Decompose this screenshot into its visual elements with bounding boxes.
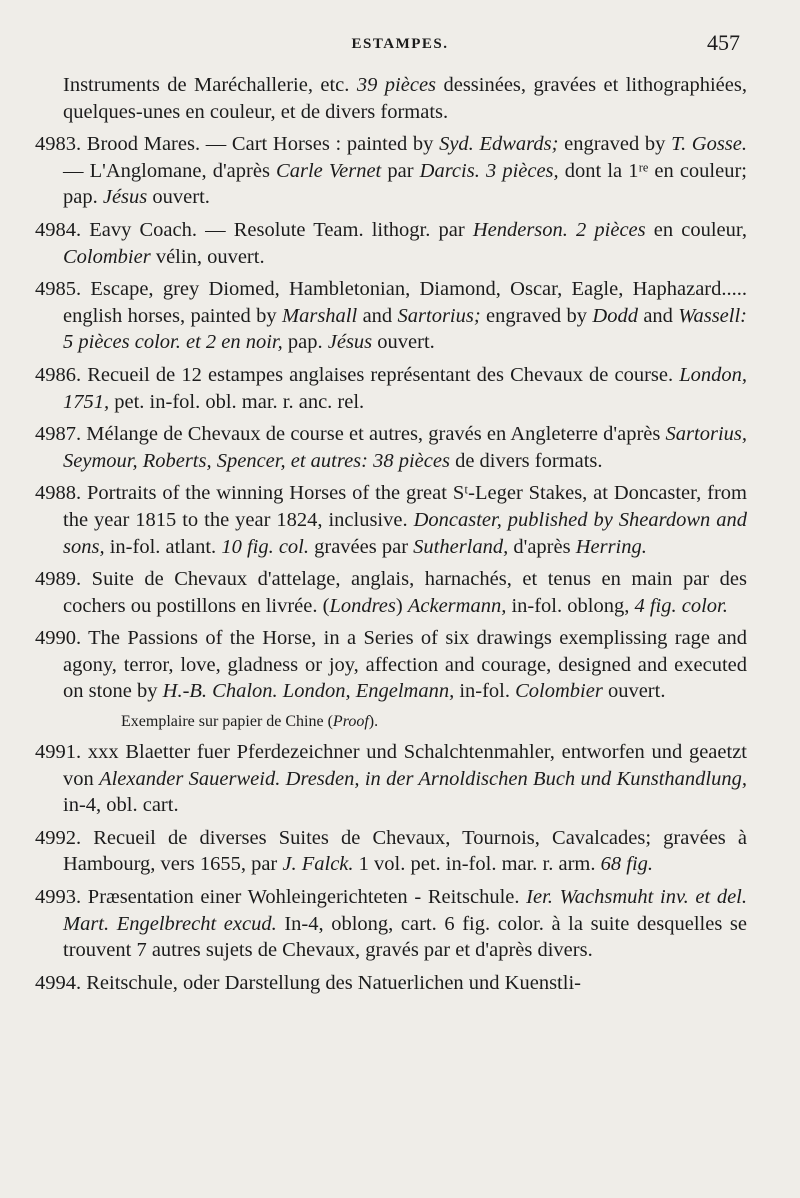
running-title: ESTAMPES.	[351, 36, 449, 52]
entry-number: 4991.	[35, 741, 82, 764]
entry-number: 4989.	[35, 568, 82, 591]
entry-text: In-4, oblong, cart. 6 fig. color. à la suite desquelles se trouvent 7 autres sujets de Chevaux, gravés par et d'après divers.	[63, 912, 747, 962]
page-number: 457	[707, 30, 740, 55]
entry-number: 4992.	[35, 826, 82, 849]
entry-text-italic: Colombier	[515, 680, 603, 703]
entry-text-italic: Wassell: 5 pièces color. et 2 en noir,	[63, 304, 747, 354]
entry-text-italic: Marshall	[282, 304, 358, 327]
entry-text: and	[637, 304, 679, 327]
entry-text-italic: J. Falck.	[282, 853, 354, 876]
catalogue-entry	[35, 825, 747, 878]
entry-text: Escape, grey Diomed, Hambletonian, Diamond, Oscar, Eagle, Haphazard..... english horses, painted by	[63, 278, 747, 327]
entry-text: in-4, obl. cart.	[63, 794, 179, 817]
entry-text: Præsentation einer Wohleingerichteten - Reitschule.	[81, 886, 527, 909]
entry-text: )	[395, 594, 408, 617]
entry-text-italic: Henderson. 2 pièces	[472, 218, 646, 241]
entry-continuation	[35, 72, 747, 125]
entry-text: d'après	[508, 535, 576, 558]
entry-number: 4983.	[35, 133, 82, 156]
catalogue-entry	[35, 362, 747, 415]
entry-text-italic: Ackermann,	[407, 594, 507, 617]
entry-number: 4984.	[35, 218, 82, 241]
entry-text: Recueil de 12 estampes anglaises représentant des Chevaux de course.	[81, 363, 680, 386]
entry-number: 4990.	[35, 627, 82, 650]
entry-number: 4988.	[35, 482, 82, 505]
catalogue-entry	[35, 421, 747, 474]
entry-text: — L'Anglomane, d'après	[63, 159, 277, 182]
entry-text: Brood Mares. — Cart Horses : painted by	[81, 133, 440, 156]
entry-text: dessinées, gravées et lithographiées, quelques-unes en couleur, et de divers formats.	[63, 74, 747, 123]
entry-text: dont la 1ʳᵉ en couleur; pap.	[63, 159, 747, 209]
entry-text: engraved by	[558, 133, 672, 156]
entry-text-italic: Jésus	[102, 186, 148, 209]
entry-text-italic: Darcis. 3 pièces,	[419, 159, 559, 182]
entry-text: gravées par	[309, 535, 414, 558]
entry-text-italic: Alexander Sauerweid. Dresden, in der Arnoldischen Buch und Kunsthandlung,	[99, 767, 748, 790]
page-header	[0, 28, 800, 58]
entry-text: Recueil de diverses Suites de Chevaux, Tournois, Cavalcades; gravées à Hambourg, vers 1655, par	[63, 826, 747, 876]
entry-text: de divers formats.	[449, 449, 603, 472]
catalogue-entry	[35, 884, 747, 964]
entry-text: Reitschule, oder Darstellung des Natuerlichen und Kuenstli-	[81, 971, 581, 994]
entry-text: pet. in-fol. obl. mar. r. anc. rel.	[109, 390, 365, 413]
entry-text: vélin, ouvert.	[150, 245, 265, 268]
catalogue-entry	[35, 480, 747, 560]
entry-number: 4987.	[35, 423, 82, 446]
entry-number: 4993.	[35, 886, 82, 909]
entry-text-italic: Carle Vernet	[276, 159, 382, 182]
entry-text: xxx Blaetter fuer Pferdezeichner und Schalchtenmahler, entworfen und geaetzt von	[63, 741, 747, 790]
entry-text: in-fol. atlant.	[104, 535, 222, 558]
entry-text-italic: H.-B. Chalon. London, Engelmann,	[162, 680, 455, 703]
entry-text-italic: 68 fig.	[600, 853, 654, 876]
entry-text-italic: T. Gosse.	[671, 133, 748, 156]
catalogue-entry	[35, 131, 747, 211]
entry-text: Eavy Coach. — Resolute Team. lithogr. par	[81, 218, 473, 241]
entry-text-italic: Doncaster, published by Sheardown and sons,	[63, 508, 747, 558]
entry-number: 4986.	[35, 363, 82, 386]
entry-text: en couleur,	[645, 218, 747, 241]
entry-text-italic: Sartorius;	[397, 304, 481, 327]
entry-text: 1 vol. pet. in-fol. mar. r. arm.	[353, 853, 601, 876]
entry-text-italic: 39 pièces	[356, 74, 437, 96]
entry-text-italic: 10 fig. col.	[221, 535, 309, 558]
catalogue-entry	[35, 625, 747, 705]
entry-text-italic: Herring.	[575, 535, 647, 558]
entry-text-italic: London, 1751,	[63, 363, 747, 413]
entry-text: in-fol.	[454, 680, 516, 703]
entry-text-italic: Colombier	[63, 245, 151, 268]
entry-text-italic: Sutherland,	[413, 535, 509, 558]
catalogue-entries	[35, 72, 747, 1002]
entry-text: engraved by	[480, 304, 593, 327]
entry-text-italic: Dodd	[592, 304, 638, 327]
catalogue-entry	[35, 739, 747, 819]
catalogue-entry	[35, 566, 747, 619]
entry-text: ouvert.	[602, 680, 666, 703]
entry-text: ouvert.	[372, 331, 435, 354]
entry-text-italic: Ier. Wachsmuht inv. et del. Mart. Engelbrecht excud.	[63, 886, 747, 935]
entry-number: 4994.	[35, 971, 82, 994]
entry-text-italic: Proof	[332, 713, 369, 731]
entry-text: Exemplaire sur papier de Chine (	[121, 713, 333, 731]
entry-text-italic: Jésus	[327, 331, 373, 354]
entry-text-italic: Londres	[329, 594, 396, 617]
entry-text-italic: 4 fig. color.	[634, 594, 728, 617]
entry-text-italic: Sartorius, Seymour, Roberts, Spencer, et autres: 38 pièces	[63, 423, 747, 472]
entry-text: pap.	[282, 331, 328, 354]
entry-text: and	[357, 304, 398, 327]
entry-text: par	[381, 159, 420, 182]
entry-text: Suite de Chevaux d'attelage, anglais, harnachés, et tenus en main par des cochers ou postillons en livrée. (	[63, 568, 747, 617]
entry-text: ouvert.	[147, 186, 210, 209]
catalogue-entry	[35, 276, 747, 356]
entry-note	[35, 711, 747, 733]
entry-number: 4985.	[35, 278, 82, 301]
entry-text: Mélange de Chevaux de course et autres, gravés en Angleterre d'après	[81, 423, 666, 446]
entry-text: Portraits of the winning Horses of the great Sᵗ-Leger Stakes, at Doncaster, from the year 1815 to the year 1824, inclusive.	[63, 482, 747, 531]
entry-text: ).	[368, 713, 379, 731]
entry-text: in-fol. oblong,	[506, 594, 635, 617]
catalogue-entry	[35, 970, 747, 997]
entry-text-italic: Syd. Edwards;	[439, 133, 559, 156]
entry-text: Instruments de Maréchallerie, etc.	[63, 74, 357, 96]
entry-text: The Passions of the Horse, in a Series of six drawings exemplissing rage and agony, terror, love, gladness or joy, affection and courage, designed and executed on stone by	[63, 627, 747, 703]
catalogue-entry	[35, 217, 747, 270]
